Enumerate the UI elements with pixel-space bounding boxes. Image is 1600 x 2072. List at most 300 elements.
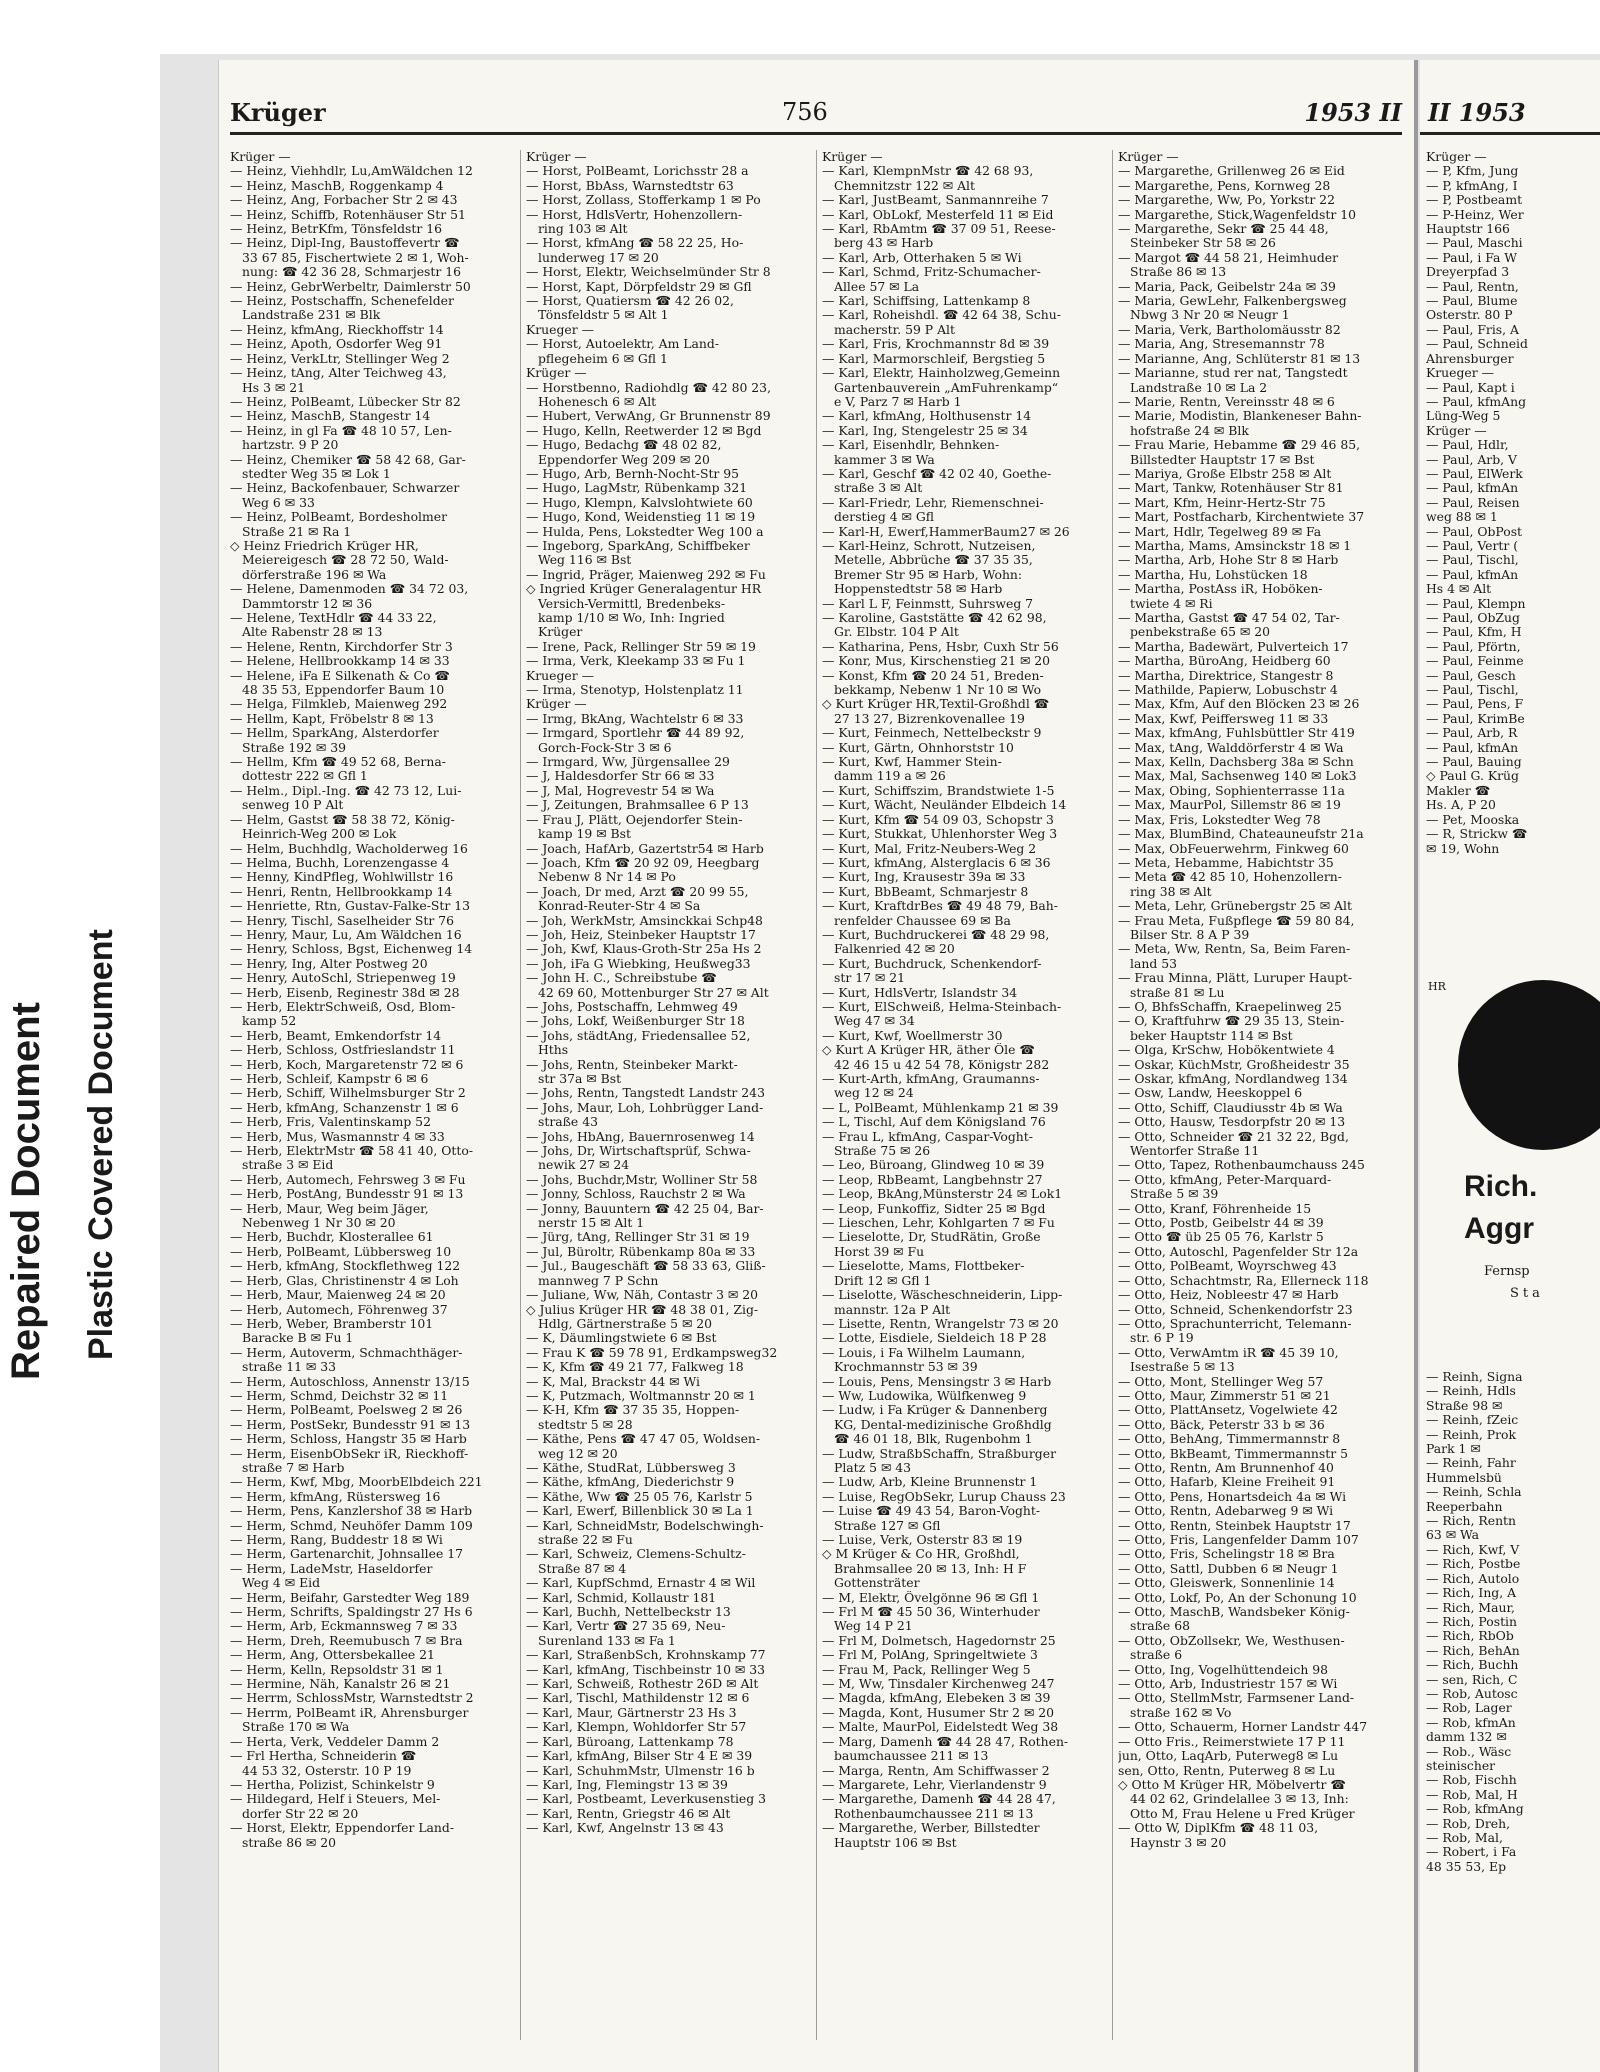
directory-entry: ◇ Otto M Krüger HR, Möbelvertr ☎ bbox=[1118, 1777, 1346, 1792]
directory-entry-fragment: — Paul, Klempn bbox=[1426, 596, 1526, 611]
directory-entry: — Karl L F, Feinmstt, Suhrsweg 7 bbox=[822, 596, 1034, 611]
directory-entry-fragment: — Rich, Ing, A bbox=[1426, 1586, 1517, 1601]
directory-entry: — Louis, i Fa Wilhelm Laumann, bbox=[822, 1345, 1026, 1360]
entry-continuation: Weg 4 ✉ Eid bbox=[242, 1576, 321, 1591]
directory-entry: — Herm, LadeMstr, Haseldorfer bbox=[230, 1561, 433, 1576]
entry-continuation: Gorch-Fock-Str 3 ✉ 6 bbox=[538, 740, 672, 755]
directory-entry: — Hugo, Bedachg ☎ 48 02 82, bbox=[526, 438, 722, 453]
entry-continuation: renfelder Chaussee 69 ✉ Ba bbox=[834, 913, 1011, 928]
entry-continuation: 42 69 60, Mottenburger Str 27 ✉ Alt bbox=[538, 985, 769, 1000]
directory-entry: — Otto, PolBeamt, Woyrschweg 43 bbox=[1118, 1259, 1337, 1274]
entry-continuation: mannstr. 12a P Alt bbox=[834, 1302, 951, 1317]
directory-entry: — Herb, Buchdr, Klosterallee 61 bbox=[230, 1230, 434, 1245]
directory-entry: — Heinz, tAng, Alter Teichweg 43, bbox=[230, 366, 447, 381]
entry-continuation: straße 43 bbox=[538, 1115, 598, 1130]
directory-entry: — Hellm, Kapt, Fröbelstr 8 ✉ 13 bbox=[230, 711, 434, 726]
directory-entry: — Leop, RbBeamt, Langbehnstr 27 bbox=[822, 1172, 1043, 1187]
directory-entry: — Marie, Modistin, Blankeneser Bahn- bbox=[1118, 409, 1362, 424]
directory-entry: — Horst, Zollass, Stofferkamp 1 ✉ Po bbox=[526, 193, 761, 208]
entry-continuation: Hauptstr 106 ✉ Bst bbox=[834, 1835, 957, 1850]
directory-entry: — Heinz, GebrWerbeltr, Daimlerstr 50 bbox=[230, 279, 471, 294]
repaired-document-label: Repaired Document bbox=[4, 1002, 48, 1380]
directory-entry: — Herb, Beamt, Emkendorfstr 14 bbox=[230, 1028, 442, 1043]
directory-entry-fragment: — Rich, BehAn bbox=[1426, 1643, 1520, 1658]
entry-continuation: Bilser Str. 8 A P 39 bbox=[1130, 927, 1250, 942]
directory-entry: — Helene, TextHdlr ☎ 44 33 22, bbox=[230, 611, 437, 625]
directory-entry-fragment: — Rob, kfmAn bbox=[1426, 1715, 1516, 1730]
directory-entry-fragment: — Paul, ObPost bbox=[1426, 524, 1523, 539]
directory-entry: — Horst, Elektr, Weichselmünder Str 8 bbox=[526, 265, 771, 280]
directory-entry: — Johs, HbAng, Bauernrosenweg 14 bbox=[526, 1129, 755, 1144]
entry-continuation: straße 22 ✉ Fu bbox=[538, 1533, 633, 1547]
directory-entry: — Karl, kfmAng, Bilser Str 4 E ✉ 39 bbox=[526, 1749, 753, 1764]
directory-entry-fragment: — Reinh, fZeic bbox=[1426, 1413, 1519, 1428]
entry-continuation: Steinbeker Str 58 ✉ 26 bbox=[1130, 236, 1276, 251]
directory-entry: — Karl, Elektr, Hainholzweg,Gemeinn bbox=[822, 366, 1061, 381]
directory-entry: — Horst, PolBeamt, Lorichsstr 28 a bbox=[526, 164, 749, 179]
column-divider bbox=[520, 150, 521, 2040]
column-divider bbox=[816, 150, 817, 2040]
directory-entry: — Oskar, kfmAng, Nordlandweg 134 bbox=[1118, 1072, 1348, 1086]
entry-continuation: kamp 1/10 ✉ Wo, Inh: Ingried bbox=[538, 611, 725, 625]
directory-entry: — Horst, Elektr, Eppendorfer Land- bbox=[230, 1821, 455, 1836]
entry-continuation: Chemnitzstr 122 ✉ Alt bbox=[834, 178, 975, 193]
directory-entry: — Heinz, in gl Fa ☎ 48 10 57, Len- bbox=[230, 423, 452, 438]
directory-entry: — Johs, Buchdr,Mstr, Wolliner Str 58 bbox=[526, 1172, 758, 1187]
directory-entry: — Otto, Maur, Zimmerstr 51 ✉ 21 bbox=[1118, 1388, 1331, 1403]
directory-entry: — Meta, Lehr, Grünebergstr 25 ✉ Alt bbox=[1118, 899, 1352, 914]
directory-entry: — Jul., Baugeschäft ☎ 58 33 63, Gliß- bbox=[526, 1259, 766, 1274]
directory-entry: — Irma, Stenotyp, Holstenplatz 11 bbox=[526, 683, 744, 698]
directory-entry: — Jonny, Schloss, Rauchstr 2 ✉ Wa bbox=[526, 1187, 746, 1202]
entry-continuation: stedtstr 5 ✉ 28 bbox=[538, 1417, 633, 1432]
directory-entry: — Marianne, Ang, Schlüterstr 81 ✉ 13 bbox=[1118, 351, 1361, 366]
entry-continuation: Gartenbauverein „AmFuhrenkamp“ bbox=[834, 380, 1059, 395]
directory-entry-fragment: — Paul, Kapt i bbox=[1426, 380, 1515, 395]
directory-entry: — Hertha, Polizist, Schinkelstr 9 bbox=[230, 1777, 435, 1792]
directory-entry: — Horst, BbAss, Warnstedtstr 63 bbox=[526, 178, 734, 193]
entry-continuation: beker Hauptstr 114 ✉ Bst bbox=[1130, 1028, 1293, 1043]
directory-entry: — Frau Marie, Hebamme ☎ 29 46 85, bbox=[1118, 438, 1361, 453]
running-head-name: Krüger bbox=[230, 98, 326, 127]
directory-entry-fragment: — Rob, Mal, bbox=[1426, 1831, 1503, 1845]
directory-entry: — Herm, Autoschloss, Annenstr 13/15 bbox=[230, 1374, 470, 1389]
directory-entry: — J, Haldesdorfer Str 66 ✉ 33 bbox=[526, 769, 715, 784]
directory-entry: — Otto, PlattAnsetz, Vogelwiete 42 bbox=[1118, 1403, 1338, 1418]
directory-entry: — Johs, städtAng, Friedensallee 52, bbox=[526, 1028, 751, 1043]
directory-entry: — Maria, Verk, Bartholomäusstr 82 bbox=[1118, 322, 1341, 337]
directory-entry: — Karl, Schweiß, Rothestr 26D ✉ Alt bbox=[526, 1677, 759, 1692]
directory-entry: — Margarethe, Werber, Billstedter bbox=[822, 1821, 1040, 1836]
directory-entry-fragment: — Paul, Tischl, bbox=[1426, 683, 1519, 698]
directory-entry-fragment: Lüng-Weg 5 bbox=[1426, 409, 1501, 424]
directory-entry: — Ingrid, Präger, Maienweg 292 ✉ Fu bbox=[526, 567, 766, 582]
directory-entry: — Margarethe, Ww, Po, Yorkstr 22 bbox=[1118, 193, 1335, 208]
directory-entry: — Joach, Dr med, Arzt ☎ 20 99 55, bbox=[526, 884, 749, 899]
directory-entry: — Frau K ☎ 59 78 91, Erdkampsweg32 bbox=[526, 1345, 778, 1360]
directory-entry-fragment: Hs 4 ✉ Alt bbox=[1426, 582, 1492, 597]
directory-entry: — O, Kraftfuhrw ☎ 29 35 13, Stein- bbox=[1118, 1014, 1345, 1029]
directory-entry: — Herb, ElektrSchweiß, Osd, Blom- bbox=[230, 999, 456, 1014]
directory-entry: — Otto, Sattl, Dubben 6 ✉ Neugr 1 bbox=[1118, 1561, 1339, 1576]
directory-entry-fragment: — Reinh, Signa bbox=[1426, 1370, 1523, 1384]
directory-entry: — Karl, Ing, Stengelestr 25 ✉ 34 bbox=[822, 423, 1028, 438]
entry-continuation: penbekstraße 65 ✉ 20 bbox=[1130, 625, 1271, 640]
directory-entry-fragment: — Paul, Arb, V bbox=[1426, 452, 1517, 467]
entry-continuation: Hohenesch 6 ✉ Alt bbox=[538, 394, 657, 409]
directory-entry-fragment: — P-Heinz, Wer bbox=[1426, 207, 1524, 222]
directory-entry: — Otto, Autoschl, Pagenfelder Str 12a bbox=[1118, 1244, 1359, 1259]
directory-entry: — Karl, SchneidMstr, Bodelschwingh- bbox=[526, 1518, 764, 1533]
directory-entry: — Helene, Rentn, Kirchdorfer Str 3 bbox=[230, 639, 453, 654]
directory-entry: — Lotte, Eisdiele, Sieldeich 18 P 28 bbox=[822, 1331, 1047, 1346]
directory-entry: — Frau Meta, Fußpflege ☎ 59 80 84, bbox=[1118, 913, 1355, 928]
directory-entry: — Marga, Rentn, Am Schiffwasser 2 bbox=[822, 1763, 1050, 1778]
directory-entry: — Martha, Hu, Lohstücken 18 bbox=[1118, 567, 1308, 582]
directory-entry: — Heinz, MaschB, Roggenkamp 4 bbox=[230, 178, 444, 193]
directory-entry: — Jürg, tAng, Rellinger Str 31 ✉ 19 bbox=[526, 1230, 750, 1245]
entry-continuation: twiete 4 ✉ Ri bbox=[1130, 596, 1213, 611]
directory-entry: — Irmg, BkAng, Wachtelstr 6 ✉ 33 bbox=[526, 711, 744, 726]
directory-entry: — Max, BlumBind, Chateauneufstr 21a bbox=[1118, 827, 1364, 842]
directory-entry: — Max, ObFeuerwehrm, Finkweg 60 bbox=[1118, 841, 1349, 856]
directory-entry: — Karl, Ewerf, Billenblick 30 ✉ La 1 bbox=[526, 1504, 754, 1519]
directory-entry: jun, Otto, LaqArb, Puterweg8 ✉ Lu bbox=[1118, 1749, 1339, 1764]
directory-entry-fragment: — Rich, Kwf, V bbox=[1426, 1542, 1520, 1557]
directory-entry-fragment: — Paul, Tischl, bbox=[1426, 553, 1519, 568]
entry-continuation: kammer 3 ✉ Wa bbox=[834, 452, 935, 467]
directory-entry: — Herm, Schmd, Neuhöfer Damm 109 bbox=[230, 1518, 473, 1533]
directory-entry: — Irmgard, Ww, Jürgensallee 29 bbox=[526, 755, 730, 770]
directory-entry: — Karl, Arb, Otterhaken 5 ✉ Wi bbox=[822, 250, 1022, 265]
directory-entry: — Käthe, kfmAng, Diederichstr 9 bbox=[526, 1475, 735, 1490]
directory-entry: — Hildegard, Helf i Steuers, Mel- bbox=[230, 1792, 441, 1807]
entry-continuation: 33 67 85, Fischertwiete 2 ✉ 1, Woh- bbox=[242, 250, 469, 265]
directory-entry: — Otto, Rentn, Am Brunnenhof 40 bbox=[1118, 1460, 1334, 1475]
section-heading: Krüger — bbox=[526, 697, 587, 712]
directory-entry-fragment: — Paul, kfmAn bbox=[1426, 567, 1519, 582]
directory-entry: — Hugo, LagMstr, Rübenkamp 321 bbox=[526, 481, 748, 496]
section-heading: Krueger — bbox=[526, 322, 595, 337]
entry-continuation: Weg 6 ✉ 33 bbox=[242, 495, 315, 510]
directory-entry-fragment: — Rich, Rentn bbox=[1426, 1514, 1517, 1529]
directory-entry: — Max, Kelln, Dachsberg 38a ✉ Schn bbox=[1118, 755, 1354, 770]
directory-entry: — Herb, Schloss, Ostfrieslandstr 11 bbox=[230, 1043, 456, 1058]
directory-entry: — Kurt, HdlsVertr, Islandstr 34 bbox=[822, 985, 1018, 1000]
directory-entry: — Luise, RegObSekr, Lurup Chauss 23 bbox=[822, 1489, 1066, 1504]
directory-entry-fragment: 48 35 53, Ep bbox=[1426, 1859, 1507, 1874]
directory-entry: — Johs, Rentn, Tangstedt Landstr 243 bbox=[526, 1086, 765, 1101]
directory-entry: — Otto, Mont, Stellinger Weg 57 bbox=[1118, 1374, 1324, 1389]
directory-entry-fragment: 63 ✉ Wa bbox=[1426, 1528, 1480, 1543]
directory-entry-fragment: — Paul, Reisen bbox=[1426, 495, 1520, 510]
directory-entry: — Johs, Maur, Loh, Lohbrügger Land- bbox=[526, 1100, 764, 1115]
directory-entry: — Herb, Mus, Wasmannstr 4 ✉ 33 bbox=[230, 1129, 445, 1144]
hr-mark: HR bbox=[1428, 980, 1446, 993]
entry-continuation: weg 12 ✉ 24 bbox=[834, 1086, 914, 1101]
directory-entry: — Herm, Arb, Eckmannsweg 7 ✉ 33 bbox=[230, 1619, 458, 1634]
entry-continuation: 44 53 32, Osterstr. 10 P 19 bbox=[242, 1763, 412, 1778]
directory-entry: — Joach, HafArb, Gazertstr54 ✉ Harb bbox=[526, 841, 764, 856]
directory-entry: — Herm, kfmAng, Rüstersweg 16 bbox=[230, 1489, 441, 1504]
directory-entry: — Karl, SchuhmMstr, Ulmenstr 16 b bbox=[526, 1763, 755, 1778]
directory-entry: — Horst, HdlsVertr, Hohenzollern- bbox=[526, 207, 743, 222]
directory-entry-fragment: — Rich, Postin bbox=[1426, 1614, 1517, 1629]
directory-column-4 bbox=[1118, 150, 1400, 2045]
directory-entry: — Kurt, Mal, Fritz-Neubers-Weg 2 bbox=[822, 841, 1037, 856]
directory-entry: — Olga, KrSchw, Hobökentwiete 4 bbox=[1118, 1043, 1335, 1058]
directory-entry: — Max, Kfm, Auf den Blöcken 23 ✉ 26 bbox=[1118, 697, 1360, 712]
directory-entry: — Otto, kfmAng, Peter-Marquard- bbox=[1118, 1172, 1332, 1187]
entry-continuation: 42 46 15 u 42 54 78, Königstr 282 bbox=[834, 1057, 1050, 1072]
directory-entry-fragment: — Paul, i Fa W bbox=[1426, 250, 1518, 265]
directory-entry-fragment: — sen, Rich, C bbox=[1426, 1672, 1518, 1687]
directory-entry: — Kurt, BbBeamt, Schmarjestr 8 bbox=[822, 884, 1029, 899]
entry-continuation: berg 43 ✉ Harb bbox=[834, 236, 934, 251]
directory-entry: — Margot ☎ 44 58 21, Heimhuder bbox=[1118, 250, 1339, 265]
directory-entry: — Hermine, Näh, Kanalstr 26 ✉ 21 bbox=[230, 1677, 451, 1692]
entry-continuation: e V, Parz 7 ✉ Harb 1 bbox=[834, 394, 962, 409]
directory-entry-fragment: — Rob, Fischh bbox=[1426, 1773, 1517, 1788]
ad-name-line-1: Rich. bbox=[1464, 1170, 1538, 1203]
entry-continuation: ring 103 ✉ Alt bbox=[538, 222, 628, 237]
directory-entry-fragment: Makler ☎ bbox=[1426, 783, 1491, 798]
directory-entry: — Herm, Pens, Kanzlershof 38 ✉ Harb bbox=[230, 1504, 473, 1519]
entry-continuation: Baracke B ✉ Fu 1 bbox=[242, 1331, 354, 1346]
directory-entry: — Herm, PostSekr, Bundesstr 91 ✉ 13 bbox=[230, 1417, 471, 1432]
directory-entry: — Otto ☎ üb 25 05 76, Karlstr 5 bbox=[1118, 1230, 1324, 1245]
plastic-covered-document-label: Plastic Covered Document bbox=[82, 929, 120, 1360]
directory-column-3 bbox=[822, 150, 1104, 2045]
directory-entry: — Martha, Mams, Amsinckstr 18 ✉ 1 bbox=[1118, 538, 1352, 553]
directory-entry: — Heinz, Dipl-Ing, Baustoffevertr ☎ bbox=[230, 236, 460, 251]
directory-entry: — Helga, Filmkleb, Maienweg 292 bbox=[230, 697, 448, 712]
entry-continuation: 44 02 62, Grindelallee 3 ✉ 13, Inh: bbox=[1130, 1792, 1349, 1807]
directory-entry: — Magda, Kont, Husumer Str 2 ✉ 20 bbox=[822, 1705, 1055, 1720]
directory-entry: — Frl M ☎ 45 50 36, Winterhuder bbox=[822, 1605, 1040, 1620]
directory-entry: — Max, Mal, Sachsenweg 140 ✉ Lok3 bbox=[1118, 769, 1357, 784]
directory-entry-fragment: — Rob, Dreh, bbox=[1426, 1816, 1511, 1831]
directory-entry: — Kurt, Buchdruck, Schenkendorf- bbox=[822, 956, 1042, 971]
directory-entry: — Joh, WerkMstr, Amsinckkai Schp48 bbox=[526, 913, 763, 928]
directory-entry: — Otto, Postb, Geibelstr 44 ✉ 39 bbox=[1118, 1216, 1324, 1231]
entry-continuation: Billstedter Hauptstr 17 ✉ Bst bbox=[1130, 452, 1315, 467]
entry-continuation: Krüger bbox=[538, 625, 583, 640]
directory-entry: — Otto, VerwAmtm iR ☎ 45 39 10, bbox=[1118, 1345, 1339, 1360]
directory-entry: — Karl-Friedr, Lehr, Riemenschnei- bbox=[822, 495, 1044, 510]
entry-continuation: senweg 10 P Alt bbox=[242, 798, 344, 813]
directory-entry: — Herb, Glas, Christinenstr 4 ✉ Loh bbox=[230, 1273, 459, 1288]
entry-continuation: Dammtorstr 12 ✉ 36 bbox=[242, 596, 373, 611]
directory-entry: — Otto, Lokf, Po, An der Schonung 10 bbox=[1118, 1590, 1357, 1605]
entry-continuation: Nebenweg 1 Nr 30 ✉ 20 bbox=[242, 1216, 396, 1231]
directory-entry: — Helm, Buchhdlg, Wacholderweg 16 bbox=[230, 841, 468, 856]
entry-continuation: str 17 ✉ 21 bbox=[834, 971, 905, 986]
entry-continuation: derstieg 4 ✉ Gfl bbox=[834, 510, 934, 525]
entry-continuation: Horst 39 ✉ Fu bbox=[834, 1244, 925, 1259]
directory-entry: — Lieselotte, Dr, StudRätin, Große bbox=[822, 1230, 1041, 1245]
directory-entry: — Herb, Eisenb, Reginestr 38d ✉ 28 bbox=[230, 985, 460, 1000]
directory-entry: — Frl M, PolAng, Springeltwiete 3 bbox=[822, 1648, 1038, 1663]
directory-entry: — Karl, Maur, Gärtnerstr 23 Hs 3 bbox=[526, 1705, 737, 1720]
directory-entry: — Karl, Schmid, Kollaustr 181 bbox=[526, 1590, 717, 1605]
directory-entry: — Kurt, Kfm ☎ 54 09 03, Schopstr 3 bbox=[822, 812, 1054, 827]
directory-entry: — Johs, Dr, Wirtschaftsprüf, Schwa- bbox=[526, 1144, 751, 1159]
directory-entry-fragment: — P, kfmAng, I bbox=[1426, 178, 1518, 193]
directory-entry: — Kurt, Kwf, Hammer Stein- bbox=[822, 755, 1002, 770]
directory-entry: — Margarethe, Pens, Kornweg 28 bbox=[1118, 178, 1331, 193]
directory-entry: — Karl, Büroang, Lattenkamp 78 bbox=[526, 1734, 734, 1749]
directory-entry: — Malte, MaurPol, Eidelstedt Weg 38 bbox=[822, 1720, 1059, 1735]
directory-entry: — Otto W, DiplKfm ☎ 48 11 03, bbox=[1118, 1821, 1319, 1836]
directory-entry: — Johs, Rentn, Steinbeker Markt- bbox=[526, 1057, 738, 1072]
entry-continuation: Platz 5 ✉ 43 bbox=[834, 1460, 912, 1475]
directory-entry: — Ludw, Arb, Kleine Brunnenstr 1 bbox=[822, 1475, 1038, 1490]
column-divider bbox=[1112, 150, 1113, 2040]
directory-entry-fragment: — Paul, kfmAng bbox=[1426, 394, 1527, 409]
entry-continuation: Straße 5 ✉ 39 bbox=[1130, 1187, 1219, 1202]
directory-entry: — Herb, Maur, Maienweg 24 ✉ 20 bbox=[230, 1288, 446, 1303]
entry-continuation: Landstraße 231 ✉ Blk bbox=[242, 308, 381, 323]
entry-continuation: Otto M, Frau Helene u Fred Krüger bbox=[1130, 1806, 1355, 1821]
directory-entry: — Otto, Kranf, Föhrenheide 15 bbox=[1118, 1201, 1312, 1216]
directory-entry: — Marg, Damenh ☎ 44 28 47, Rothen- bbox=[822, 1734, 1069, 1749]
directory-entry: — Liselotte, Wäscheschneiderin, Lipp- bbox=[822, 1288, 1063, 1303]
running-head-year: 1953 II bbox=[1304, 98, 1402, 127]
directory-entry: — Karl, Fris, Krochmannstr 8d ✉ 39 bbox=[822, 337, 1050, 352]
directory-entry-fragment: — Paul, Rentn, bbox=[1426, 279, 1519, 294]
entry-continuation: Landstraße 10 ✉ La 2 bbox=[1130, 380, 1268, 395]
entry-continuation: Straße 192 ✉ 39 bbox=[242, 740, 347, 755]
directory-entry: — Irmgard, Sportlehr ☎ 44 89 92, bbox=[526, 726, 745, 741]
directory-entry: — Henry, Maur, Lu, Am Wäldchen 16 bbox=[230, 927, 462, 942]
directory-entry-fragment: Ahrensburger bbox=[1426, 351, 1514, 366]
directory-entry: — Magda, kfmAng, Elebeken 3 ✉ 39 bbox=[822, 1691, 1051, 1706]
directory-entry: — Louis, Pens, Mensingstr 3 ✉ Harb bbox=[822, 1374, 1052, 1389]
directory-entry: — Heinz, Ang, Forbacher Str 2 ✉ 43 bbox=[230, 193, 458, 208]
directory-entry: — Otto, ObZollsekr, We, Westhusen- bbox=[1118, 1633, 1345, 1648]
directory-entry: — Heinz, kfmAng, Rieckhoffstr 14 bbox=[230, 322, 444, 337]
entry-continuation: straße 68 bbox=[1130, 1619, 1190, 1634]
directory-entry: — Karl-H, Ewerf,HammerBaum27 ✉ 26 bbox=[822, 524, 1070, 539]
section-heading: Krüger — bbox=[230, 150, 291, 164]
entry-continuation: hofstraße 24 ✉ Blk bbox=[1130, 423, 1249, 438]
entry-continuation: Hdlg, Gärtnerstraße 5 ✉ 20 bbox=[538, 1316, 713, 1331]
directory-entry: — Kurt, Stukkat, Uhlenhorster Weg 3 bbox=[822, 827, 1058, 842]
directory-entry-fragment: — Rich, Autolo bbox=[1426, 1571, 1520, 1586]
entry-continuation: bekkamp, Nebenw 1 Nr 10 ✉ Wo bbox=[834, 683, 1042, 698]
directory-entry: — Kurt, Wächt, Neuländer Elbdeich 14 bbox=[822, 798, 1067, 813]
directory-entry: — Karl, Vertr ☎ 27 35 69, Neu- bbox=[526, 1619, 726, 1634]
directory-entry-fragment: — Paul, Gesch bbox=[1426, 668, 1516, 683]
directory-entry: — Otto, Schneider ☎ 21 32 22, Bgd, bbox=[1118, 1129, 1349, 1144]
directory-entry: — O, BhfsSchaffn, Kraepelinweg 25 bbox=[1118, 999, 1342, 1014]
directory-entry: — Karl, StraßenbSch, Krohnskamp 77 bbox=[526, 1648, 766, 1663]
directory-entry: — K-H, Kfm ☎ 37 35 35, Hoppen- bbox=[526, 1403, 740, 1418]
directory-entry: — Margarete, Lehr, Vierlandenstr 9 bbox=[822, 1777, 1047, 1792]
directory-entry: — Heinz, Chemiker ☎ 58 42 68, Gar- bbox=[230, 452, 466, 467]
directory-entry: — Martha, Gastst ☎ 47 54 02, Tar- bbox=[1118, 611, 1340, 625]
directory-entry: — Karl, Ing, Flemingstr 13 ✉ 39 bbox=[526, 1777, 728, 1792]
directory-entry: — Henry, Schloss, Bgst, Eichenweg 14 bbox=[230, 942, 473, 957]
entry-continuation: Wentorfer Straße 11 bbox=[1130, 1144, 1260, 1159]
directory-entry-fragment: — Paul, Blume bbox=[1426, 294, 1518, 309]
header-rule bbox=[230, 132, 1402, 135]
entry-continuation: Alte Rabenstr 28 ✉ 13 bbox=[242, 625, 383, 640]
directory-entry: — Herm, Autoverm, Schmachthäger- bbox=[230, 1345, 463, 1360]
directory-entry: — Henriette, Rtn, Gustav-Falke-Str 13 bbox=[230, 899, 471, 914]
directory-entry: ◇ Heinz Friedrich Krüger HR, bbox=[230, 538, 419, 553]
directory-entry: — Karl, RbAmtm ☎ 37 09 51, Reese- bbox=[822, 222, 1056, 237]
directory-entry: — Otto, Hausw, Tesdorpfstr 20 ✉ 13 bbox=[1118, 1115, 1346, 1130]
directory-entry: — Herb, PolBeamt, Lübbersweg 10 bbox=[230, 1244, 452, 1259]
next-page-header-rule bbox=[1420, 132, 1600, 135]
directory-entry: — Marianne, stud rer nat, Tangstedt bbox=[1118, 366, 1348, 381]
directory-entry: — Karl, KlempnMstr ☎ 42 68 93, bbox=[822, 164, 1034, 179]
entry-continuation: Falkenried 42 ✉ 20 bbox=[834, 942, 955, 957]
directory-entry: — J, Mal, Hogrevestr 54 ✉ Wa bbox=[526, 783, 715, 798]
directory-entry: — Herb, kfmAng, Stockflethweg 122 bbox=[230, 1259, 461, 1274]
directory-entry: — Katharina, Pens, Hsbr, Cuxh Str 56 bbox=[822, 639, 1059, 654]
directory-entry: — Ludw, StraßbSchaffn, Straßburger bbox=[822, 1446, 1056, 1461]
directory-entry: — Helm., Dipl.-Ing. ☎ 42 73 12, Lui- bbox=[230, 783, 462, 798]
directory-entry-fragment: weg 88 ✉ 1 bbox=[1426, 510, 1498, 525]
directory-entry: — Leo, Büroang, Glindweg 10 ✉ 39 bbox=[822, 1158, 1045, 1173]
directory-entry-fragment: — Robert, i Fa bbox=[1426, 1845, 1517, 1860]
directory-entry-fragment: — Rob., Wäsc bbox=[1426, 1744, 1512, 1759]
directory-entry-fragment: Dreyerpfad 3 bbox=[1426, 265, 1510, 280]
directory-entry: — Karl, kfmAng, Tischbeinstr 10 ✉ 33 bbox=[526, 1662, 766, 1677]
directory-entry: — Lieschen, Lehr, Kohlgarten 7 ✉ Fu bbox=[822, 1216, 1055, 1231]
entry-continuation: baumchaussee 211 ✉ 13 bbox=[834, 1749, 989, 1764]
section-heading: Krueger — bbox=[526, 668, 595, 683]
directory-entry-fragment: — P, Kfm, Jung bbox=[1426, 164, 1519, 179]
directory-entry: — Herm, Kwf, Mbg, MoorbElbdeich 221 bbox=[230, 1475, 483, 1490]
entry-continuation: straße 86 ✉ 20 bbox=[242, 1835, 336, 1850]
directory-entry-fragment: — Paul, Pförtn, bbox=[1426, 639, 1521, 654]
directory-entry: — Helma, Buchh, Lorenzengasse 4 bbox=[230, 855, 450, 870]
directory-entry: — Luise ☎ 49 43 54, Baron-Voght- bbox=[822, 1504, 1041, 1519]
section-heading: Krüger — bbox=[1118, 150, 1179, 164]
directory-entry-fragment: — Rich, Postbe bbox=[1426, 1557, 1521, 1572]
entry-continuation: dörferstraße 196 ✉ Wa bbox=[242, 567, 387, 582]
directory-entry: — Kurt, KraftdrBes ☎ 49 48 79, Bah- bbox=[822, 899, 1058, 914]
ad-name-line-2: Aggr bbox=[1464, 1212, 1534, 1245]
directory-entry: — Kurt, Gärtn, Ohnhorststr 10 bbox=[822, 740, 1014, 755]
directory-entry: — K, Mal, Brackstr 44 ✉ Wi bbox=[526, 1374, 700, 1389]
entry-continuation: straße 6 bbox=[1130, 1648, 1183, 1663]
directory-entry: — Otto, Pens, Honartsdeich 4a ✉ Wi bbox=[1118, 1489, 1347, 1504]
directory-entry-fragment: — Reinh, Prok bbox=[1426, 1427, 1517, 1442]
directory-entry: — Kurt, ElSchweiß, Helma-Steinbach- bbox=[822, 999, 1062, 1014]
directory-entry: — Otto, Schauerm, Horner Landstr 447 bbox=[1118, 1720, 1368, 1735]
entry-continuation: Straße 21 ✉ Ra 1 bbox=[242, 524, 352, 539]
directory-entry: — Herm, Schmd, Deichstr 32 ✉ 11 bbox=[230, 1388, 449, 1403]
directory-entry: — Max, Obing, Sophienterrasse 11a bbox=[1118, 783, 1345, 798]
directory-entry-fragment: — Paul, kfmAn bbox=[1426, 481, 1519, 496]
entry-continuation: Meiereigesch ☎ 28 72 50, Wald- bbox=[242, 553, 449, 568]
directory-entry: — Johs, Postschaffn, Lehmweg 49 bbox=[526, 999, 738, 1014]
entry-continuation: Hs 3 ✉ 21 bbox=[242, 380, 306, 395]
directory-entry: — Otto, Arb, Industriestr 157 ✉ Wi bbox=[1118, 1677, 1338, 1692]
directory-entry: — Heinz, VerkLtr, Stellinger Weg 2 bbox=[230, 351, 450, 366]
next-page-header: II 1953 bbox=[1428, 98, 1526, 127]
next-page-column-bottom bbox=[1426, 1370, 1596, 1874]
ad-line-4: Sta bbox=[1510, 1286, 1544, 1301]
directory-entry-fragment: — Paul, Maschi bbox=[1426, 236, 1523, 251]
entry-continuation: Isestraße 5 ✉ 13 bbox=[1130, 1360, 1235, 1375]
directory-entry: — Otto, Fris, Langenfelder Damm 107 bbox=[1118, 1533, 1359, 1547]
